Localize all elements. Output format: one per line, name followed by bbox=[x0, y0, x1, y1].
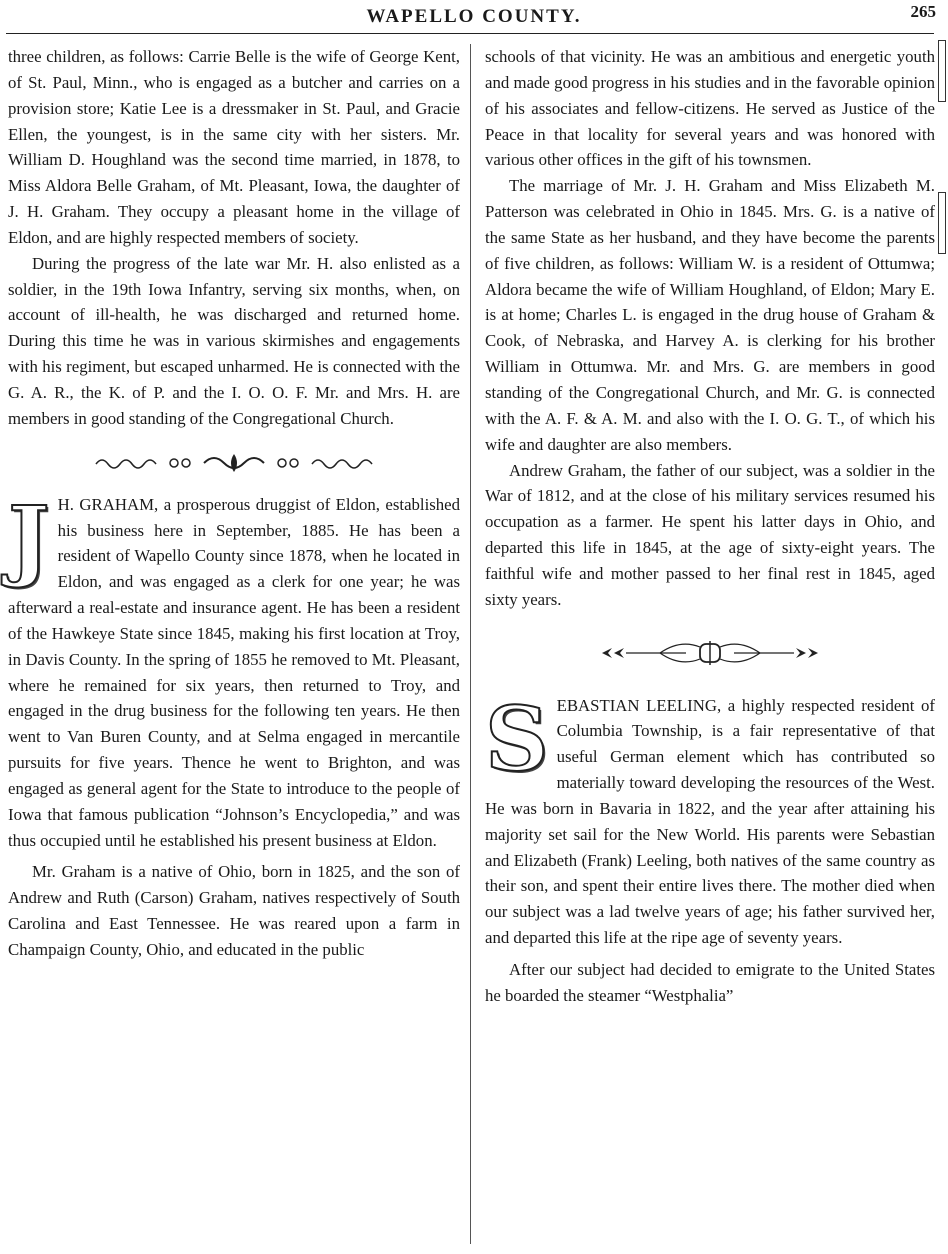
scroll-ornament-icon bbox=[94, 452, 374, 472]
graham-paragraph-2: Mr. Graham is a native of Ohio, born in 1825, and the son of Andrew and Ruth (Carson) Graham, natives respectively of South Carolina and East Tennessee. He was reared upon a farm in Champaign County, Ohio, and educated in the public bbox=[8, 862, 460, 959]
page-header bbox=[0, 0, 948, 34]
dropcap-letter: S bbox=[485, 686, 549, 791]
houghland-paragraph-2: During the progress of the late war Mr. H. also enlisted as a soldier, in the 19th Iowa Infantry, serving six months, when, on account of ill-health, he was discharged and returned home. During this time he was in various skirmishes and engagements with his regiment, but escaped unharmed. He is connected with the G. A. R., the K. of P. and the I. O. O. F. Mr. and Mrs. H. are members in good standing of the Congregational Church. bbox=[8, 253, 460, 428]
graham-paragraph-3: schools of that vicinity. He was an ambitious and energetic youth and made good progress in his studies and in the favorable opinion of his associates and fellow-citizens. He served as Justice of the Peace in that locality for several years and was honored with various other offices in the gift of his townsmen. bbox=[485, 47, 935, 170]
subject-name: H. GRAHAM, bbox=[57, 494, 159, 514]
houghland-paragraph-1: three children, as follows: Carrie Belle is the wife of George Kent, of St. Paul, Minn., who is engaged as a butcher and carries on a provision store; Katie Lee is a dressmaker in St. Paul, and Gracie Ellen, the youngest, is in the same city with her sisters. Mr. William D. Houghland was the second time married, in 1878, to Miss Aldora Belle Graham, of Mt. Pleasant, Iowa, the daughter of J. H. Graham. They occupy a pleasant home in the village of Eldon, and are highly respected members of society. bbox=[8, 47, 460, 247]
graham-paragraph-1-text: a prosperous druggist of Eldon, established his business here in September, 1885. He has been a resident of Wapello County since 1878, when he located in Eldon, and was engaged as a clerk for one year; he was afterward a real-estate and insurance agent. He has been a resident of the Hawkeye State since 1845, making his first location at Troy, in Davis County. In the spring of 1855 he removed to Mt. Pleasant, where he remained for six years, then returned to Troy, and engaged in the drug business for the following ten years. He then went to Van Buren County, and at Selma engaged in mercantile pursuits for five years. Thence he went to Brighton, and was engaged as general agent for the State to introduce to the people of Iowa that famous publication “Johnson’s Encyclopedia,” and was thus occupied until he established his present business at Eldon. bbox=[8, 494, 460, 850]
header-rule bbox=[6, 33, 934, 34]
edge-mark bbox=[938, 192, 946, 254]
page-number: 265 bbox=[910, 2, 936, 21]
dropcap-letter: J bbox=[8, 485, 50, 590]
right-column bbox=[485, 44, 935, 1009]
edge-mark bbox=[938, 40, 946, 102]
flourish-ornament-icon bbox=[600, 638, 820, 668]
column-divider bbox=[470, 44, 471, 1244]
leeling-paragraph-1 bbox=[485, 686, 935, 951]
section-ornament bbox=[485, 613, 935, 693]
page-edge-marks bbox=[938, 40, 946, 344]
leeling-paragraph-1-text: a highly respected resident of Columbia Township, is a fair representative of that useful German element which has contributed so materially toward developing the resources of the West. He was born in Bavaria in 1822, and the year after attaining his majority set sail for the New World. His parents were Sebastian and Elizabeth (Frank) Leeling, both natives of the same country as their son, and spent their entire lives there. The mother died when our subject was a lad twelve years of age; his father survived her, and departed this life at the ripe age of seventy years. bbox=[485, 695, 935, 948]
graham-paragraph-1 bbox=[8, 485, 460, 854]
graham-paragraph-4: The marriage of Mr. J. H. Graham and Miss Elizabeth M. Patterson was celebrated in Ohio in 1845. Mrs. G. is a native of the same State as her husband, and they have become the parents of five children, as follows: William W. is a resident of Ottumwa; Aldora became the wife of William Houghland, of Eldon; Mary E. is at home; Charles L. is engaged in the drug house of Graham & Cook, of Nebraska, and Harvey A. is clerking for his brother William in Ottumwa. Mr. and Mrs. G. are members in good standing of the Congregational Church, and Mr. G. is connected with the A. F. & A. M. and also with the I. O. G. T., of which his wife and daughter are also members. bbox=[485, 176, 935, 454]
leeling-paragraph-2: After our subject had decided to emigrate to the United States he boarded the steamer “Westphalia” bbox=[485, 960, 935, 1005]
section-ornament bbox=[8, 432, 460, 492]
graham-paragraph-5: Andrew Graham, the father of our subject, was a soldier in the War of 1812, and at the close of his military services resumed his occupation as a farmer. He spent his latter days in Ohio, and departed this life in 1845, at the age of sixty-eight years. The faithful wife and mother passed to her final rest in 1845, aged sixty years. bbox=[485, 460, 935, 609]
running-title: WAPELLO COUNTY. bbox=[366, 6, 582, 27]
left-column bbox=[8, 44, 460, 963]
subject-name: EBASTIAN LEELING, bbox=[556, 695, 722, 715]
